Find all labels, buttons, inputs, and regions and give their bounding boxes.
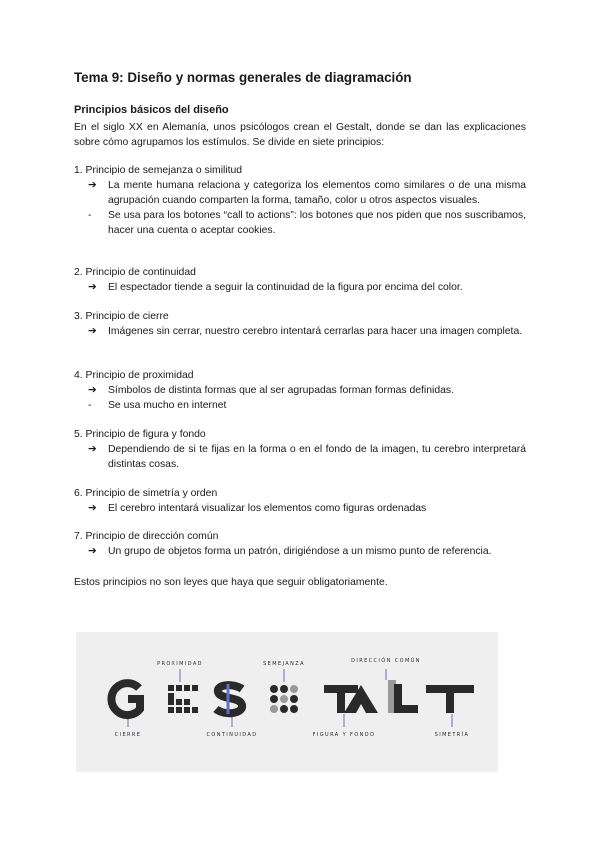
arrow-bullet-icon: ➔ — [88, 326, 97, 337]
arrow-bullet-icon: ➔ — [88, 546, 97, 557]
label-direccion: DIRECCIÓN COMÚN — [351, 658, 421, 664]
dash-bullet: - — [88, 210, 92, 221]
gestalt-illustration — [76, 632, 498, 772]
list-item: ➔ El espectador tiende a seguir la continuidad de la figura por encima del color. — [88, 282, 463, 293]
page-title: Tema 9: Diseño y normas generales de diagramación — [74, 70, 412, 85]
principle-title: 7. Principio de dirección común — [74, 531, 219, 542]
principle-4 — [74, 368, 526, 413]
principle-3 — [74, 309, 526, 339]
list-item: ➔ El cerebro intentará visualizar los elementos como figuras ordenadas — [88, 503, 427, 514]
gestalt-figure — [76, 632, 498, 772]
section-subheading: Principios básicos del diseño — [74, 104, 229, 116]
principle-6 — [74, 486, 526, 516]
list-item: - Se usa para los botones “call to actions”: los botones que nos piden que nos suscribamos, hacer una cuenta o aceptar cookies. — [88, 210, 526, 236]
principle-title: 2. Principio de continuidad — [74, 267, 196, 278]
connector-lines — [128, 669, 452, 727]
list-item: ➔ Un grupo de objetos forma un patrón, dirigiéndose a un mismo punto de referencia. — [88, 546, 492, 557]
principle-2 — [74, 265, 526, 295]
principle-title: 4. Principio de proximidad — [74, 370, 194, 381]
principle-5 — [74, 427, 526, 472]
label-proximidad: PROXIMIDAD — [157, 661, 203, 667]
arrow-bullet-icon: ➔ — [88, 444, 97, 455]
principle-1 — [74, 163, 526, 238]
principle-title: 6. Principio de simetría y orden — [74, 488, 218, 499]
letter-s-semejanza — [270, 685, 298, 713]
arrow-bullet-icon: ➔ — [88, 503, 97, 514]
arrow-bullet-icon: ➔ — [88, 282, 97, 293]
label-figura-fondo: FIGURA Y FONDO — [312, 732, 376, 738]
letter-e-proximidad — [168, 685, 198, 713]
principle-title: 5. Principio de figura y fondo — [74, 429, 206, 440]
list-item: - Se usa mucho en internet — [88, 400, 227, 411]
arrow-bullet-icon: ➔ — [88, 180, 97, 191]
list-item: ➔ La mente humana relaciona y categoriza los elementos como similares o de una misma agrupación cuando comparten la forma, tamaño, color u otros aspectos visuales. — [88, 180, 526, 206]
label-continuidad: CONTINUIDAD — [206, 732, 258, 738]
letter-t-final — [426, 685, 474, 713]
arrow-bullet-icon: ➔ — [88, 385, 97, 396]
principle-7 — [74, 529, 526, 559]
closing-paragraph: Estos principios no son leyes que haya que seguir obligatoriamente. — [74, 577, 388, 588]
letter-g-cierre — [111, 683, 140, 715]
list-item: ➔ Dependiendo de si te fijas en la forma o en el fondo de la imagen, tu cerebro interpretará distintas cosas. — [88, 444, 526, 470]
label-cierre: CIERRE — [114, 732, 142, 738]
list-item: ➔ Imágenes sin cerrar, nuestro cerebro intentará cerrarlas para hacer una imagen completa. — [88, 326, 523, 337]
letter-l-direccion — [388, 680, 418, 713]
list-item: ➔ Símbolos de distinta formas que al ser agrupadas forman formas definidas. — [88, 385, 454, 396]
label-semejanza: SEMEJANZA — [263, 661, 305, 667]
principle-title: 1. Principio de semejanza o similitud — [74, 165, 243, 176]
intro-paragraph: En el siglo XX en Alemanía, unos psicólogos crean el Gestalt, donde se dan las explicaciones sobre cómo agrupamos los estímulos. Se divide en siete principios: — [74, 122, 526, 148]
label-simetria: SIMETRÍA — [434, 732, 470, 738]
dash-bullet: - — [88, 400, 92, 411]
principle-title: 3. Principio de cierre — [74, 311, 169, 322]
